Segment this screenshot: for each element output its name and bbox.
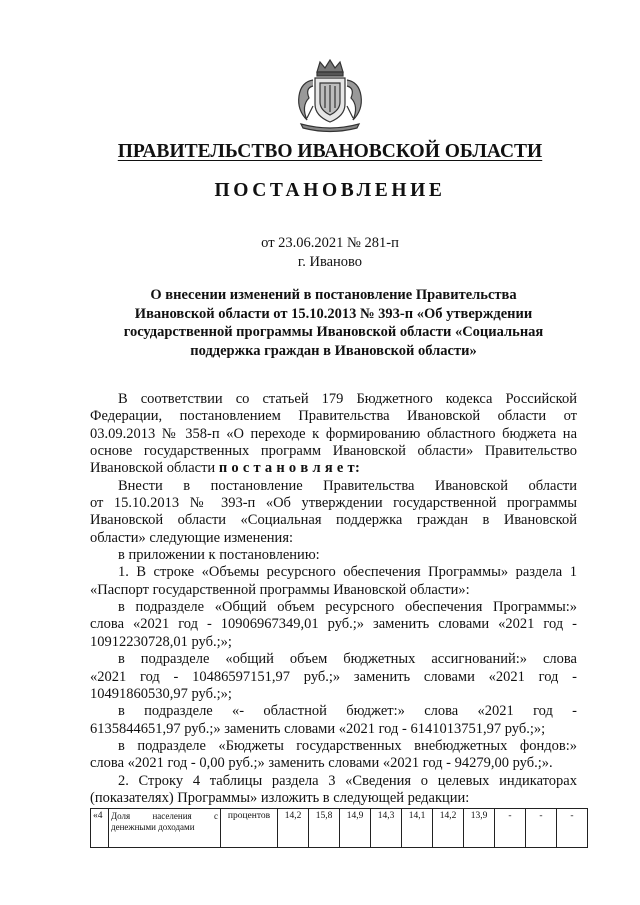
- body-line: Федерации, постановлением Правительства Ивановской области от: [90, 408, 577, 425]
- body-line: Внести в постановление Правительства Ивановской области: [118, 477, 577, 494]
- body-line: 6135844651,97 руб.;» заменить словами «2021 год - 6141013751,97 руб.;»;: [90, 720, 546, 737]
- heading-line: О внесении изменений в постановление Правительства: [150, 287, 517, 303]
- body-line: 10491860530,97 руб.;»;: [90, 685, 232, 702]
- table-row: [91, 809, 588, 848]
- value-cell: -: [526, 809, 557, 848]
- document-city: г. Иваново: [297, 254, 363, 270]
- body-line: в подразделе «общий объем бюджетных ассигнований:» слова: [118, 651, 577, 668]
- body-line: 1. В строке «Объемы ресурсного обеспечения Программы» раздела 1: [118, 564, 577, 581]
- value-cell: 14,3: [371, 809, 402, 848]
- coat-of-arms-emblem: [287, 58, 373, 134]
- value-cell: 14,1: [402, 809, 433, 848]
- body-line: В соответствии со статьей 179 Бюджетного кодекса Российской: [118, 391, 577, 407]
- value-cell: 14,9: [340, 809, 371, 848]
- government-title: ПРАВИТЕЛЬСТВО ИВАНОВСКОЙ ОБЛАСТИ: [117, 141, 543, 162]
- body-line: Ивановской области «Социальная поддержка граждан в Ивановской: [90, 512, 577, 529]
- row-number-cell: «4: [91, 809, 109, 848]
- body-line: от 15.10.2013 № 393-п «Об утверждении государственной программы: [90, 495, 577, 512]
- body-line: слова «2021 год - 0,00 руб.;» заменить словами «2021 год - 94279,00 руб.;».: [90, 755, 553, 772]
- indicator-name-cell: [109, 809, 221, 848]
- document-type: ПОСТАНОВЛЕНИЕ: [214, 180, 446, 201]
- document-date-number: от 23.06.2021 № 281-п: [261, 235, 399, 251]
- body-line: основе государственных программ Ивановской области» Правительство: [90, 443, 577, 460]
- body-line: «2021 год - 10486597151,97 руб.;» заменить словами «2021 год -: [90, 668, 577, 685]
- value-cell: 13,9: [464, 809, 495, 848]
- body-text: Ивановской области: [90, 460, 216, 477]
- body-line: в подразделе «Бюджеты государственных внебюджетных фондов:»: [118, 737, 577, 754]
- indicator-name-line: денежными доходами: [111, 822, 195, 832]
- body-line: 10912230728,01 руб.;»;: [90, 633, 232, 650]
- body-line: 03.09.2013 № 358-п «О переходе к формированию областного бюджета на: [90, 425, 577, 442]
- heading-line: поддержка граждан в Ивановской области»: [190, 343, 477, 360]
- body-line: 2. Строку 4 таблицы раздела 3 «Сведения о целевых индикаторах: [118, 772, 577, 789]
- value-cell: -: [557, 809, 588, 848]
- value-cell: 15,8: [309, 809, 340, 848]
- indicators-table: [90, 808, 588, 848]
- value-cell: 14,2: [433, 809, 464, 848]
- body-line: [90, 460, 577, 477]
- body-line: слова «2021 год - 10906967349,01 руб.;» заменить словами «2021 год -: [90, 616, 577, 633]
- body-line: области» следующие изменения:: [90, 529, 294, 546]
- body-line: (показателях) Программы» изложить в следующей редакции:: [90, 789, 470, 806]
- heading-line: государственной программы Ивановской области «Социальная: [123, 324, 544, 341]
- value-cell: -: [495, 809, 526, 848]
- body-line: в подразделе «- областной бюджет:» слова «2021 год -: [118, 703, 577, 720]
- resolves-word: п о с т а н о в л я е т:: [218, 460, 361, 477]
- heading-line: Ивановской области от 15.10.2013 № 393-п «Об утверждении: [134, 305, 533, 322]
- body-line: в приложении к постановлению:: [118, 547, 320, 564]
- unit-cell: процентов: [221, 809, 278, 848]
- indicator-name-line: Доля населения с: [111, 811, 218, 821]
- document-body: [90, 391, 577, 807]
- value-cell: 14,2: [278, 809, 309, 848]
- document-heading: [90, 286, 577, 361]
- body-line: «Паспорт государственной программы Ивановской области»:: [90, 581, 470, 598]
- body-line: в подразделе «Общий объем ресурсного обеспечения Программы:»: [118, 599, 577, 616]
